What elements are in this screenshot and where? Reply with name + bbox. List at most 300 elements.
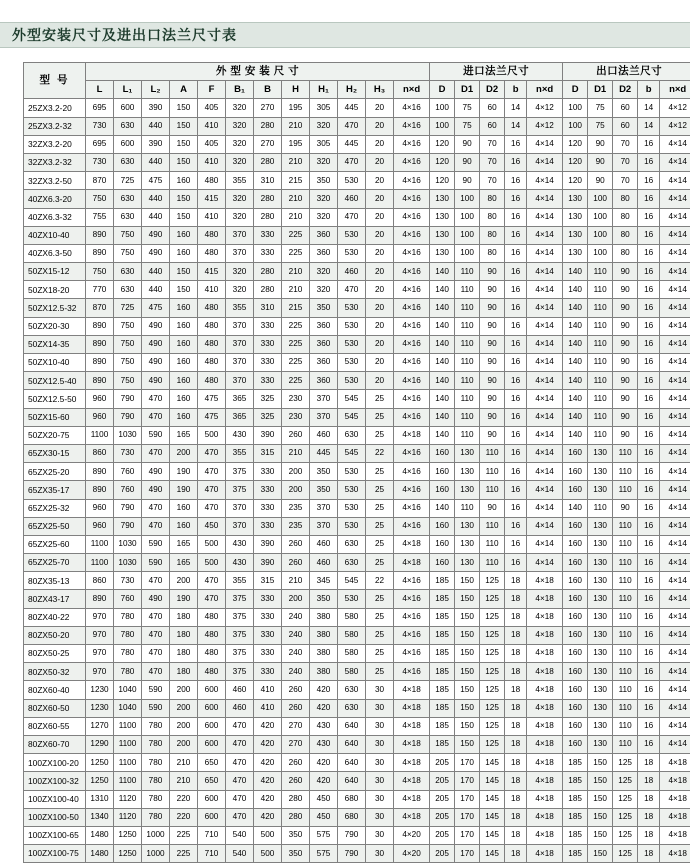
cell-value: 130 [455, 481, 480, 499]
cell-value: 90 [613, 263, 638, 281]
cell-value: 790 [114, 499, 142, 517]
cell-model: 50ZX18-20 [24, 281, 86, 299]
cell-value: 640 [338, 735, 366, 753]
cell-value: 110 [613, 590, 638, 608]
cell-value: 890 [86, 226, 114, 244]
cell-value: 360 [310, 372, 338, 390]
cell-value: 970 [86, 663, 114, 681]
cell-value: 4×16 [394, 626, 430, 644]
cell-value: 590 [142, 426, 170, 444]
cell-value: 16 [638, 335, 660, 353]
cell-value: 150 [170, 190, 198, 208]
cell-value: 4×16 [394, 99, 430, 117]
cell-value: 16 [505, 372, 527, 390]
cell-value: 230 [282, 390, 310, 408]
cell-value: 150 [455, 663, 480, 681]
table-row [24, 826, 690, 844]
cell-value: 480 [198, 626, 226, 644]
cell-value: 4×14 [660, 626, 690, 644]
header-col-inlet-D: D [430, 81, 455, 99]
cell-value: 750 [114, 354, 142, 372]
cell-value: 195 [282, 99, 310, 117]
cell-value: 580 [338, 663, 366, 681]
cell-value: 4×16 [394, 663, 430, 681]
table-row [24, 808, 690, 826]
cell-value: 1100 [114, 735, 142, 753]
header-col-inlet-D2: D2 [480, 81, 505, 99]
cell-value: 4×14 [527, 444, 563, 462]
cell-value: 20 [366, 99, 394, 117]
cell-value: 160 [430, 554, 455, 572]
cell-value: 110 [613, 481, 638, 499]
cell-value: 4×14 [660, 153, 690, 171]
cell-value: 75 [455, 117, 480, 135]
cell-value: 210 [170, 754, 198, 772]
cell-model: 50ZX14-35 [24, 335, 86, 353]
cell-value: 490 [142, 226, 170, 244]
cell-value: 4×18 [527, 717, 563, 735]
cell-value: 375 [226, 626, 254, 644]
cell-value: 420 [254, 790, 282, 808]
cell-value: 130 [588, 717, 613, 735]
cell-value: 430 [226, 554, 254, 572]
cell-value: 490 [142, 354, 170, 372]
cell-value: 160 [563, 535, 588, 553]
cell-value: 185 [430, 735, 455, 753]
header-col-H: H [282, 81, 310, 99]
cell-value: 160 [170, 226, 198, 244]
cell-value: 470 [226, 754, 254, 772]
cell-value: 530 [338, 372, 366, 390]
cell-value: 470 [198, 444, 226, 462]
cell-value: 90 [613, 354, 638, 372]
cell-value: 210 [282, 190, 310, 208]
cell-value: 160 [563, 590, 588, 608]
cell-value: 130 [563, 226, 588, 244]
cell-value: 160 [563, 663, 588, 681]
cell-value: 150 [455, 681, 480, 699]
cell-value: 500 [254, 845, 282, 863]
cell-value: 355 [226, 572, 254, 590]
cell-value: 330 [254, 372, 282, 390]
cell-value: 125 [613, 808, 638, 826]
cell-value: 470 [142, 608, 170, 626]
cell-value: 470 [338, 153, 366, 171]
cell-value: 150 [170, 99, 198, 117]
cell-value: 4×18 [527, 772, 563, 790]
cell-value: 25 [366, 608, 394, 626]
cell-value: 545 [338, 390, 366, 408]
cell-value: 4×16 [394, 244, 430, 262]
cell-value: 330 [254, 608, 282, 626]
cell-value: 4×14 [660, 426, 690, 444]
cell-value: 540 [226, 845, 254, 863]
cell-value: 970 [86, 626, 114, 644]
cell-value: 4×18 [394, 735, 430, 753]
cell-value: 160 [170, 317, 198, 335]
dimensions-table-container [23, 62, 667, 863]
cell-value: 25 [366, 408, 394, 426]
cell-value: 25 [366, 463, 394, 481]
cell-value: 320 [226, 190, 254, 208]
cell-value: 165 [170, 554, 198, 572]
cell-value: 730 [86, 117, 114, 135]
cell-value: 475 [198, 408, 226, 426]
cell-value: 16 [638, 554, 660, 572]
cell-value: 140 [563, 408, 588, 426]
cell-value: 150 [455, 699, 480, 717]
cell-value: 140 [430, 335, 455, 353]
cell-value: 18 [505, 826, 527, 844]
cell-value: 225 [170, 845, 198, 863]
cell-value: 4×18 [394, 808, 430, 826]
cell-value: 4×16 [394, 190, 430, 208]
cell-value: 1100 [114, 717, 142, 735]
cell-model: 80ZX60-55 [24, 717, 86, 735]
cell-value: 120 [430, 135, 455, 153]
cell-value: 630 [114, 117, 142, 135]
cell-value: 110 [588, 499, 613, 517]
cell-value: 160 [170, 244, 198, 262]
cell-value: 470 [142, 645, 170, 663]
cell-value: 480 [198, 372, 226, 390]
cell-value: 280 [254, 153, 282, 171]
cell-value: 110 [588, 263, 613, 281]
cell-value: 4×16 [394, 608, 430, 626]
cell-value: 330 [254, 317, 282, 335]
cell-value: 70 [613, 135, 638, 153]
cell-value: 320 [226, 281, 254, 299]
cell-value: 16 [638, 208, 660, 226]
cell-value: 730 [114, 572, 142, 590]
cell-value: 4×14 [660, 317, 690, 335]
cell-value: 4×14 [660, 408, 690, 426]
header-group-outlet: 出口法兰尺寸 [563, 63, 690, 81]
cell-model: 65ZX30-15 [24, 444, 86, 462]
cell-value: 4×14 [527, 226, 563, 244]
cell-value: 210 [282, 572, 310, 590]
cell-value: 630 [338, 426, 366, 444]
cell-value: 110 [588, 408, 613, 426]
table-row [24, 717, 690, 735]
cell-value: 140 [430, 263, 455, 281]
cell-value: 315 [254, 572, 282, 590]
cell-value: 90 [455, 172, 480, 190]
cell-value: 780 [114, 626, 142, 644]
cell-value: 18 [505, 754, 527, 772]
cell-value: 4×14 [660, 281, 690, 299]
cell-value: 380 [310, 608, 338, 626]
cell-value: 530 [338, 517, 366, 535]
cell-value: 205 [430, 790, 455, 808]
cell-value: 360 [310, 226, 338, 244]
cell-model: 65ZX25-50 [24, 517, 86, 535]
table-row [24, 153, 690, 171]
cell-value: 1250 [86, 772, 114, 790]
cell-value: 375 [226, 608, 254, 626]
cell-value: 16 [638, 499, 660, 517]
cell-value: 145 [480, 754, 505, 772]
cell-value: 680 [338, 808, 366, 826]
cell-value: 90 [480, 426, 505, 444]
cell-value: 1290 [86, 735, 114, 753]
cell-value: 20 [366, 335, 394, 353]
cell-value: 4×20 [394, 826, 430, 844]
cell-value: 150 [588, 754, 613, 772]
cell-value: 125 [480, 572, 505, 590]
cell-value: 110 [588, 335, 613, 353]
header-col-B1: B₁ [226, 81, 254, 99]
cell-value: 260 [282, 699, 310, 717]
cell-value: 18 [638, 845, 660, 863]
cell-value: 375 [226, 663, 254, 681]
cell-value: 80 [480, 190, 505, 208]
cell-value: 410 [198, 208, 226, 226]
cell-value: 1250 [114, 826, 142, 844]
cell-value: 405 [198, 135, 226, 153]
cell-value: 355 [226, 299, 254, 317]
cell-value: 16 [505, 281, 527, 299]
cell-value: 140 [430, 372, 455, 390]
cell-value: 4×16 [394, 281, 430, 299]
cell-value: 410 [254, 699, 282, 717]
cell-value: 370 [226, 335, 254, 353]
cell-value: 4×14 [527, 172, 563, 190]
cell-value: 125 [480, 717, 505, 735]
cell-value: 140 [563, 354, 588, 372]
cell-value: 345 [310, 572, 338, 590]
cell-value: 4×18 [394, 554, 430, 572]
cell-value: 16 [638, 244, 660, 262]
cell-value: 20 [366, 117, 394, 135]
cell-value: 960 [86, 390, 114, 408]
cell-value: 365 [226, 390, 254, 408]
table-row [24, 190, 690, 208]
cell-value: 370 [310, 390, 338, 408]
cell-model: 32ZX3.2-32 [24, 153, 86, 171]
table-row [24, 408, 690, 426]
header-col-L1: L₁ [114, 81, 142, 99]
cell-value: 210 [282, 208, 310, 226]
cell-value: 130 [588, 590, 613, 608]
cell-value: 270 [254, 135, 282, 153]
cell-value: 130 [455, 554, 480, 572]
cell-value: 20 [366, 372, 394, 390]
cell-value: 18 [638, 790, 660, 808]
cell-value: 60 [480, 117, 505, 135]
cell-value: 470 [142, 444, 170, 462]
cell-value: 580 [338, 645, 366, 663]
cell-value: 185 [430, 663, 455, 681]
page-title: 外型安装尺寸及进出口法兰尺寸表 [0, 25, 237, 45]
cell-value: 4×18 [527, 608, 563, 626]
table-row [24, 317, 690, 335]
cell-value: 80 [613, 190, 638, 208]
cell-value: 4×18 [660, 808, 690, 826]
cell-value: 90 [588, 135, 613, 153]
table-row [24, 790, 690, 808]
cell-value: 420 [254, 717, 282, 735]
cell-value: 16 [638, 663, 660, 681]
cell-value: 185 [563, 826, 588, 844]
cell-value: 730 [114, 444, 142, 462]
table-row [24, 699, 690, 717]
cell-model: 100ZX100-40 [24, 790, 86, 808]
cell-value: 170 [455, 845, 480, 863]
cell-value: 16 [505, 244, 527, 262]
cell-value: 20 [366, 354, 394, 372]
cell-value: 16 [505, 299, 527, 317]
cell-value: 16 [505, 408, 527, 426]
cell-value: 445 [310, 444, 338, 462]
cell-value: 16 [505, 226, 527, 244]
cell-model: 80ZX40-22 [24, 608, 86, 626]
cell-value: 4×16 [394, 481, 430, 499]
cell-value: 100 [563, 117, 588, 135]
cell-value: 16 [638, 699, 660, 717]
cell-value: 16 [505, 390, 527, 408]
cell-value: 4×12 [527, 99, 563, 117]
cell-value: 16 [638, 735, 660, 753]
cell-value: 890 [86, 335, 114, 353]
cell-value: 280 [254, 117, 282, 135]
cell-value: 16 [638, 372, 660, 390]
cell-value: 500 [254, 826, 282, 844]
cell-value: 220 [170, 808, 198, 826]
cell-value: 120 [430, 153, 455, 171]
cell-value: 1230 [86, 699, 114, 717]
cell-value: 180 [170, 608, 198, 626]
cell-value: 405 [198, 99, 226, 117]
cell-value: 480 [198, 172, 226, 190]
cell-value: 125 [613, 826, 638, 844]
cell-value: 4×16 [394, 408, 430, 426]
cell-value: 130 [588, 554, 613, 572]
cell-value: 150 [455, 626, 480, 644]
cell-value: 470 [338, 281, 366, 299]
cell-value: 1100 [86, 554, 114, 572]
cell-value: 160 [563, 699, 588, 717]
table-row [24, 263, 690, 281]
cell-value: 320 [226, 263, 254, 281]
header-col-outlet-D2: D2 [613, 81, 638, 99]
cell-value: 100 [588, 244, 613, 262]
cell-value: 18 [638, 754, 660, 772]
cell-value: 4×14 [527, 135, 563, 153]
cell-value: 4×16 [394, 172, 430, 190]
cell-value: 890 [86, 354, 114, 372]
cell-value: 130 [588, 463, 613, 481]
cell-value: 460 [226, 681, 254, 699]
cell-value: 355 [226, 444, 254, 462]
cell-value: 180 [170, 626, 198, 644]
cell-value: 530 [338, 354, 366, 372]
cell-model: 25ZX3.2-32 [24, 117, 86, 135]
cell-value: 530 [338, 499, 366, 517]
cell-value: 530 [338, 244, 366, 262]
cell-value: 330 [254, 499, 282, 517]
cell-value: 370 [310, 517, 338, 535]
cell-value: 110 [480, 535, 505, 553]
cell-value: 470 [142, 663, 170, 681]
cell-value: 16 [638, 590, 660, 608]
cell-value: 90 [480, 372, 505, 390]
header-group-outline: 外 型 安 装 尺 寸 [86, 63, 430, 81]
cell-value: 25 [366, 663, 394, 681]
cell-value: 780 [142, 754, 170, 772]
cell-value: 80 [613, 244, 638, 262]
cell-value: 780 [142, 717, 170, 735]
cell-value: 110 [613, 572, 638, 590]
cell-value: 4×14 [527, 354, 563, 372]
cell-value: 70 [613, 172, 638, 190]
cell-value: 140 [430, 317, 455, 335]
cell-value: 225 [282, 372, 310, 390]
cell-value: 600 [198, 790, 226, 808]
cell-value: 110 [480, 444, 505, 462]
cell-value: 20 [366, 317, 394, 335]
cell-value: 4×18 [527, 645, 563, 663]
cell-value: 150 [170, 263, 198, 281]
cell-value: 160 [563, 554, 588, 572]
table-row [24, 426, 690, 444]
cell-value: 145 [480, 826, 505, 844]
cell-value: 270 [282, 735, 310, 753]
cell-value: 4×14 [527, 535, 563, 553]
cell-value: 160 [170, 335, 198, 353]
cell-value: 160 [563, 645, 588, 663]
cell-value: 18 [505, 681, 527, 699]
cell-value: 270 [282, 717, 310, 735]
cell-value: 100 [588, 190, 613, 208]
cell-value: 320 [310, 190, 338, 208]
cell-value: 90 [588, 172, 613, 190]
cell-value: 185 [563, 845, 588, 863]
cell-value: 1030 [114, 535, 142, 553]
cell-value: 890 [86, 372, 114, 390]
cell-model: 65ZX25-60 [24, 535, 86, 553]
cell-value: 4×18 [660, 754, 690, 772]
cell-value: 140 [563, 263, 588, 281]
cell-value: 375 [226, 645, 254, 663]
cell-value: 30 [366, 845, 394, 863]
cell-value: 370 [226, 317, 254, 335]
table-row [24, 481, 690, 499]
cell-value: 1480 [86, 845, 114, 863]
cell-value: 160 [430, 463, 455, 481]
cell-value: 4×16 [394, 135, 430, 153]
header-col-inlet-nxd: n×d [527, 81, 563, 99]
cell-value: 470 [226, 735, 254, 753]
cell-value: 4×14 [660, 390, 690, 408]
cell-value: 170 [455, 826, 480, 844]
cell-value: 4×16 [394, 463, 430, 481]
cell-value: 4×18 [527, 626, 563, 644]
cell-value: 240 [282, 645, 310, 663]
table-row [24, 554, 690, 572]
cell-value: 470 [142, 572, 170, 590]
cell-value: 160 [170, 390, 198, 408]
cell-value: 130 [430, 190, 455, 208]
cell-value: 205 [430, 845, 455, 863]
header-col-outlet-b: b [638, 81, 660, 99]
cell-value: 310 [254, 172, 282, 190]
cell-value: 575 [310, 826, 338, 844]
header-row-groups [24, 63, 690, 81]
cell-value: 16 [638, 135, 660, 153]
cell-value: 110 [588, 390, 613, 408]
cell-value: 130 [588, 517, 613, 535]
